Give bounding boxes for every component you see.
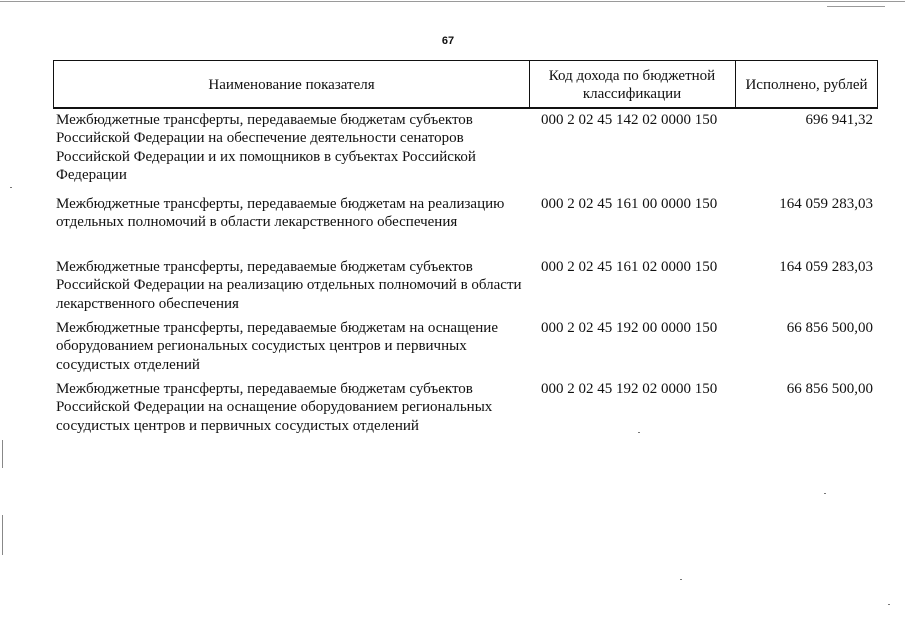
header-divider <box>53 107 878 109</box>
row-name: Межбюджетные трансферты, передаваемые бюджетам субъектов Российской Федерации на оснащение оборудованием региональных сосудистых центров и первичных сосудистых отделений <box>56 381 493 434</box>
scan-speck <box>824 493 826 494</box>
scan-corner-mark <box>827 6 885 7</box>
header-code: Код дохода по бюджетной классификации <box>529 61 736 108</box>
row-code: 000 2 02 45 142 02 0000 150 <box>541 112 718 128</box>
row-code: 000 2 02 45 192 02 0000 150 <box>541 381 718 397</box>
row-name: Межбюджетные трансферты, передаваемые бюджетам субъектов Российской Федерации на реализацию отдельных полномочий в области лекарственного обеспечения <box>56 259 522 312</box>
row-code: 000 2 02 45 161 00 0000 150 <box>541 196 718 212</box>
scan-edge-mark <box>2 515 3 555</box>
scan-speck <box>888 604 890 605</box>
row-name: Межбюджетные трансферты, передаваемые бюджетам на оснащение оборудованием региональных сосудистых центров и первичных сосудистых отделений <box>56 320 498 373</box>
row-code: 000 2 02 45 161 02 0000 150 <box>541 259 718 275</box>
scan-top-border <box>0 1 905 2</box>
scan-speck <box>638 432 640 433</box>
header-amount: Исполнено, рублей <box>745 76 868 93</box>
row-code: 000 2 02 45 192 00 0000 150 <box>541 320 718 336</box>
row-amount: 66 856 500,00 <box>786 381 873 397</box>
row-amount: 66 856 500,00 <box>786 320 873 336</box>
row-amount: 164 059 283,03 <box>779 259 873 275</box>
table-header <box>53 60 878 109</box>
page-number: 67 <box>441 35 455 47</box>
row-amount: 164 059 283,03 <box>779 196 873 212</box>
row-name: Межбюджетные трансферты, передаваемые бюджетам субъектов Российской Федерации на обеспечение деятельности сенаторов Российской Федерации и их помощников в субъектах Российской Федерации <box>56 112 476 183</box>
header-name: Наименование показателя <box>54 61 530 108</box>
scan-speck <box>10 187 12 188</box>
row-amount: 696 941,32 <box>805 112 873 128</box>
row-name: Межбюджетные трансферты, передаваемые бюджетам на реализацию отдельных полномочий в области лекарственного обеспечения <box>56 196 505 231</box>
scan-edge-mark <box>2 440 3 468</box>
scan-speck <box>680 579 682 580</box>
